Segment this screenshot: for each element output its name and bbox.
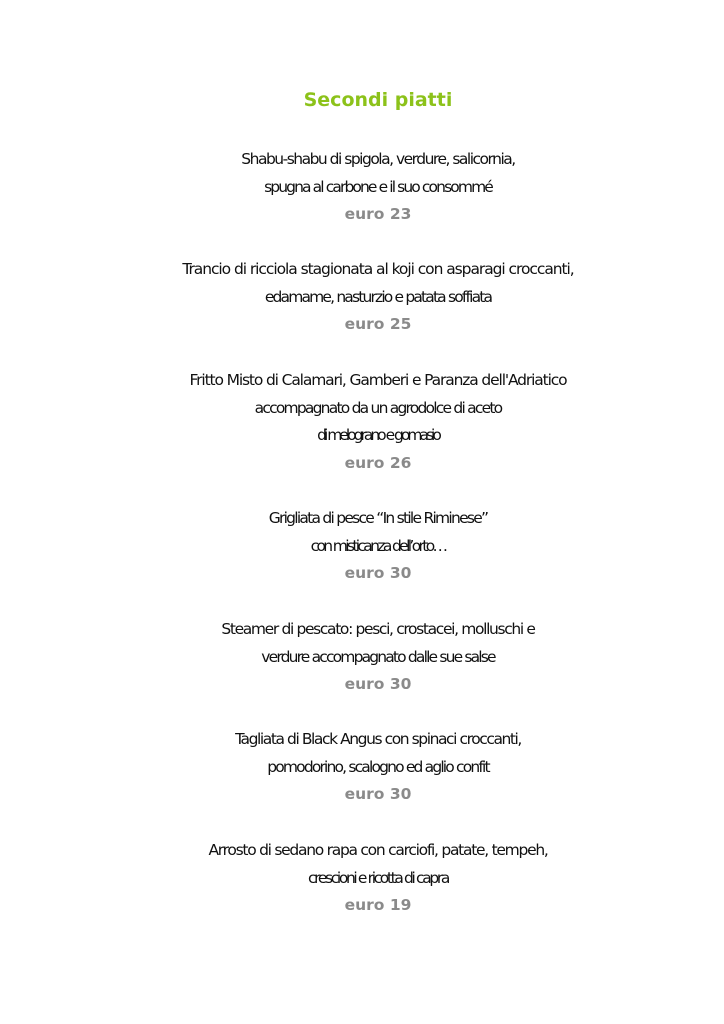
dish-description-line: Trancio di ricciola stagionata al koji con asparagi croccanti,: [182, 260, 574, 278]
section-title: Secondi piatti: [303, 89, 453, 111]
dish-item: [0, 616, 724, 699]
dish-description-line: Arrosto di sedano rapa con carciofi, patate, tempeh,: [208, 841, 548, 859]
dish-description-line: di melograno e gomasio: [317, 426, 439, 445]
dish-price: euro 30: [344, 564, 412, 583]
dish-price: euro 30: [344, 675, 412, 694]
dish-description-line: Steamer di pescato: pesci, crostacei, molluschi e: [221, 620, 535, 638]
dish-price: euro 23: [344, 205, 412, 224]
dish-description-line: con misticanza dell’orto…: [310, 536, 446, 555]
dish-description-line: verdure accompagnato dalle sue salse: [261, 647, 495, 666]
dish-item: [0, 256, 724, 339]
dish-price: euro 26: [344, 453, 412, 472]
dish-item: [0, 837, 724, 920]
dish-description-line: spugna al carbone e il suo consommé: [264, 177, 492, 196]
dish-description-line: Tagliata di Black Angus con spinaci croccanti,: [235, 730, 521, 748]
dish-description-line: Grigliata di pesce “In stile Riminese”: [268, 509, 488, 527]
dish-price: euro 30: [344, 785, 412, 804]
dish-item: [0, 505, 724, 588]
dish-description-line: edamame, nasturzio e patata soffiata: [264, 287, 492, 306]
dish-description-line: crescioni e ricotta di capra: [308, 868, 448, 887]
dish-item: [0, 367, 724, 477]
dish-price: euro 19: [344, 896, 412, 915]
dish-description-line: accompagnato da un agrodolce di aceto: [254, 398, 502, 417]
dish-item: [0, 726, 724, 809]
dish-description-line: Shabu-shabu di spigola, verdure, salicornia,: [241, 150, 515, 168]
dish-price: euro 25: [344, 315, 412, 334]
dish-description-line: pomodorino, scalogno ed aglio confit: [267, 757, 489, 776]
dish-description-line: Fritto Misto di Calamari, Gamberi e Paranza dell'Adriatico: [189, 371, 567, 389]
dish-item: [0, 146, 724, 229]
